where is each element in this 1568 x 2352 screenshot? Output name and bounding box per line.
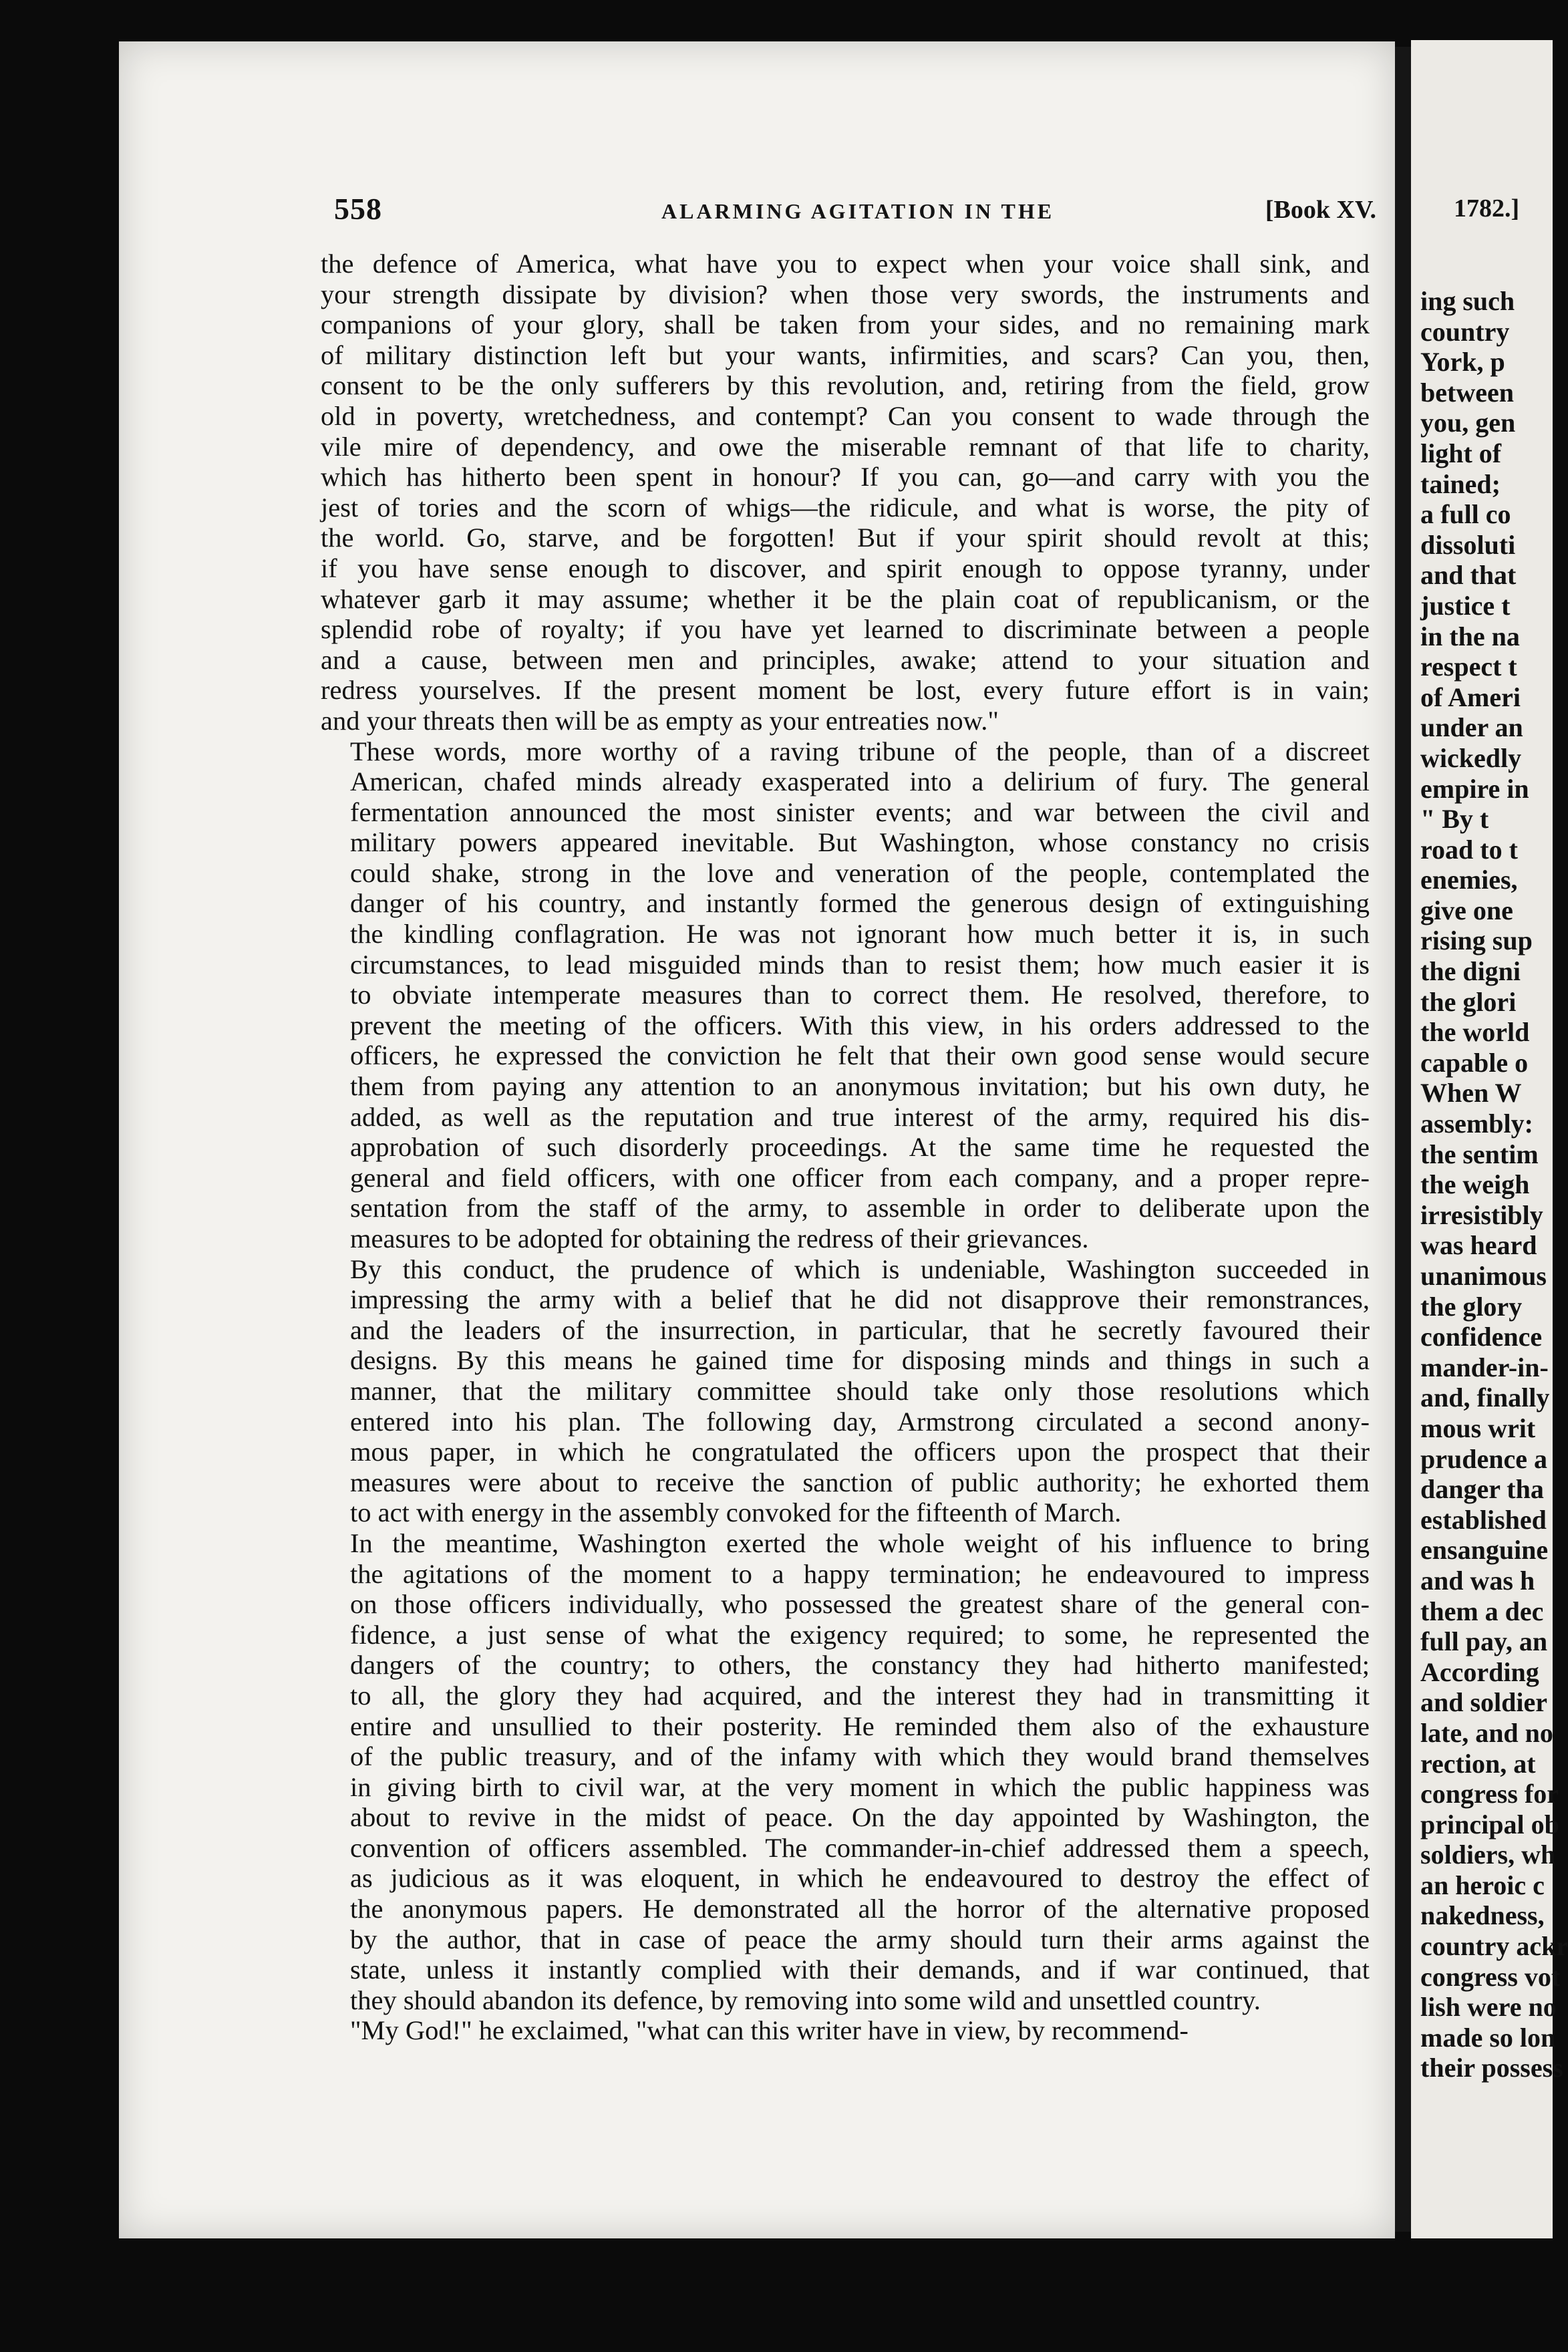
next-page-line: country [1420,316,1510,347]
text-line: the kindling conflagration. He was not ignorant how much better it is, in such [350,919,1370,949]
next-page-line: unanimous [1420,1261,1547,1291]
text-line: if you have sense enough to discover, and spirit enough to oppose tyranny, under [321,553,1370,583]
next-page-line: their possess [1420,2053,1563,2083]
next-page-line: the world [1420,1017,1530,1048]
next-page-line: you, gen [1420,408,1516,438]
next-page-line: wickedly [1420,742,1522,773]
text-line: officers, he expressed the conviction he felt that their own good sense would secure [350,1040,1370,1071]
text-line: to act with energy in the assembly convoked for the fifteenth of March. [350,1497,1122,1528]
text-line: fermentation announced the most sinister events; and war between the civil and [350,796,1370,827]
next-page-line: mous writ [1420,1413,1536,1443]
next-page-line: road to t [1420,834,1518,865]
text-line: the world. Go, starve, and be forgotten! But if your spirit should revolt at this; [321,523,1370,553]
next-page-fragments [1420,286,1568,2083]
next-page-line: give one [1420,895,1513,925]
page-gutter [1395,47,1411,2232]
next-page-line: and soldier [1420,1687,1548,1718]
next-page-line: full pay, an [1420,1626,1548,1657]
text-line: companions of your glory, shall be taken from your sides, and no remaining mark [321,309,1370,340]
next-page-year: 1782.] [1454,194,1520,223]
next-page-line: congress vot [1420,1961,1561,1992]
text-line: impressing the army with a belief that he did not disapprove their remonstrances, [350,1284,1370,1315]
next-page-line: a full co [1420,499,1511,530]
next-page-line: According [1420,1656,1539,1687]
next-page-line: nakedness, [1420,1900,1545,1931]
next-page-line: When W [1420,1078,1522,1109]
next-page-line: justice t [1420,590,1511,621]
text-line: military powers appeared inevitable. But Washington, whose constancy no crisis [350,827,1370,858]
next-page-line: in the na [1420,621,1520,651]
text-line: they should abandon its defence, by removing into some wild and unsettled country. [350,1984,1261,2015]
text-line: to obviate intemperate measures than to correct them. He resolved, therefore, to [350,980,1370,1010]
next-page-line: respect t [1420,651,1517,682]
text-line: danger of his country, and instantly formed the generous design of extinguishing [350,888,1370,919]
text-line: convention of officers assembled. The commander-in-chief addressed them a speech, [350,1832,1370,1863]
next-page-line: the glori [1420,986,1517,1017]
page-number: 558 [334,192,382,226]
text-line: prevent the meeting of the officers. With this view, in his orders addressed to the [350,1010,1370,1040]
text-line: dangers of the country; to others, the constancy they had hitherto manifested; [350,1650,1370,1680]
text-line: manner, that the military committee should take only those resolutions which [350,1375,1370,1406]
text-line: the defence of America, what have you to expect when your voice shall sink, and [321,249,1370,279]
text-line: These words, more worthy of a raving tribune of the people, than of a discreet [350,736,1370,766]
next-page-line: country ackr [1420,1931,1568,1962]
next-page-line: prudence a [1420,1443,1547,1474]
next-page-line: assembly: [1420,1109,1533,1139]
next-page-line: of Ameri [1420,682,1521,712]
next-page-line: the glory [1420,1291,1523,1322]
next-page-line: enemies, [1420,865,1518,895]
text-line: fidence, a just sense of what the exigency required; to some, he represented the [350,1619,1370,1650]
text-line: jest of tories and the scorn of whigs—the ridicule, and what is worse, the pity of [321,492,1370,523]
text-line: the anonymous papers. He demonstrated all the horror of the alternative proposed [350,1894,1370,1924]
text-line: American, chafed minds already exasperated into a delirium of fury. The general [350,766,1370,797]
text-line: and a cause, between men and principles, awake; attend to your situation and [321,644,1370,675]
next-page-line: made so lon [1420,2022,1556,2053]
text-line: redress yourselves. If the present moment be lost, every future effort is in vain; [321,675,1370,706]
next-page-line: and that [1420,560,1517,591]
next-page-line: empire in [1420,773,1529,804]
next-page-line: principal ob [1420,1809,1559,1840]
next-page-line: an heroic c [1420,1870,1545,1900]
next-page-edge [1411,40,1568,2238]
paragraph [321,1528,1370,2016]
paragraph [321,736,1370,1254]
text-line: "My God!" he exclaimed, "what can this writer have in view, by recommend- [350,2015,1189,2046]
text-line: could shake, strong in the love and veneration of the people, contemplated the [350,857,1370,888]
text-line: added, as well as the reputation and true interest of the army, required his dis- [350,1101,1370,1132]
book-label: [Book XV. [1265,196,1376,224]
text-line: approbation of such disorderly proceedings. At the same time he requested the [350,1132,1370,1163]
next-page-line: mander-in- [1420,1352,1549,1382]
next-page-line: the digni [1420,956,1521,987]
text-line: designs. By this means he gained time for disposing minds and things in such a [350,1345,1370,1376]
next-page-line: the weigh [1420,1169,1530,1200]
next-page-line: capable o [1420,1047,1529,1078]
next-page-line: confidence [1420,1322,1543,1352]
text-line: your strength dissipate by division? when those very swords, the instruments and [321,279,1370,309]
next-page-line: York, p [1420,347,1505,378]
next-page-line: under an [1420,712,1523,743]
text-line: and the leaders of the insurrection, in particular, that he secretly favoured their [350,1314,1370,1345]
text-line: in giving birth to civil war, at the very moment in which the public happiness was [350,1771,1370,1802]
next-page-line: soldiers, wh [1420,1840,1556,1870]
text-line: of military distinction left but your wants, infirmities, and scars? Can you, then, [321,339,1370,370]
text-line: state, unless it instantly complied with their demands, and if war continued, that [350,1954,1370,1985]
text-line: sentation from the staff of the army, to assemble in order to deliberate upon the [350,1193,1370,1223]
next-page-line: rising sup [1420,925,1533,956]
text-line: them from paying any attention to an anonymous invitation; but his own duty, he [350,1071,1370,1102]
next-page-line: them a dec [1420,1596,1544,1626]
next-page-line: was heard [1420,1230,1537,1261]
page-header [334,191,1383,231]
next-page-line: ing such [1420,286,1515,316]
next-page-line: rection, at [1420,1748,1536,1779]
text-line: consent to be the only sufferers by this revolution, and, retiring from the field, grow [321,370,1370,401]
next-page-line: irresistibly [1420,1199,1543,1230]
text-line: measures to be adopted for obtaining the redress of their grievances. [350,1223,1089,1254]
text-line: as judicious as it was eloquent, in which he endeavoured to destroy the effect of [350,1863,1370,1894]
next-page-line: dissoluti [1420,529,1516,560]
text-line: on those officers individually, who possessed the greatest share of the general con- [350,1589,1370,1620]
text-line: entered into his plan. The following day, Armstrong circulated a second anony- [350,1406,1370,1437]
next-page-line: late, and no [1420,1717,1553,1748]
text-line: entire and unsullied to their posterity. He reminded them also of the exhausture [350,1711,1370,1741]
text-line: and your threats then will be as empty as your entreaties now." [321,705,999,736]
running-title: ALARMING AGITATION IN THE [661,199,1055,223]
paragraph [321,2015,1370,2046]
next-page-line: " By t [1420,804,1489,835]
body-text [321,249,1370,2046]
next-page-line: established [1420,1504,1547,1535]
text-line: splendid robe of royalty; if you have yet learned to discriminate between a people [321,614,1370,645]
text-line: mous paper, in which he congratulated the officers upon the prospect that their [350,1437,1370,1467]
text-line: circumstances, to lead misguided minds than to resist them; how much easier it is [350,949,1370,980]
text-line: vile mire of dependency, and owe the miserable remnant of that life to charity, [321,431,1370,462]
paragraph [321,1254,1370,1528]
text-line: which has hitherto been spent in honour? If you can, go—and carry with you the [321,462,1370,492]
text-line: whatever garb it may assume; whether it be the plain coat of republicanism, or the [321,583,1370,614]
text-line: In the meantime, Washington exerted the whole weight of his influence to bring [350,1527,1370,1558]
text-line: the agitations of the moment to a happy termination; he endeavoured to impress [350,1558,1370,1589]
next-page-line: congress for [1420,1779,1559,1809]
next-page-line: and, finally [1420,1382,1550,1413]
text-line: about to revive in the midst of peace. On the day appointed by Washington, the [350,1802,1370,1833]
next-page-line: ensanguine [1420,1535,1549,1566]
next-page-line: danger tha [1420,1474,1544,1505]
next-page-line: the sentim [1420,1139,1539,1169]
text-line: general and field officers, with one officer from each company, and a proper repre- [350,1162,1370,1193]
text-line: old in poverty, wretchedness, and contempt? Can you consent to wade through the [321,400,1370,431]
text-line: measures were about to receive the sanction of public authority; he exhorted them [350,1467,1370,1497]
next-page-line: lish were no [1420,1992,1557,2023]
paragraph [321,249,1370,736]
next-page-line: tained; [1420,468,1501,499]
text-line: of the public treasury, and of the infamy with which they would brand themselves [350,1741,1370,1772]
next-page-line: between [1420,377,1514,408]
text-line: By this conduct, the prudence of which is undeniable, Washington succeeded in [350,1254,1370,1284]
text-line: to all, the glory they had acquired, and the interest they had in transmitting it [350,1680,1370,1711]
text-line: by the author, that in case of peace the army should turn their arms against the [350,1924,1370,1954]
next-page-line: and was h [1420,1565,1535,1596]
next-page-line: light of [1420,438,1502,468]
